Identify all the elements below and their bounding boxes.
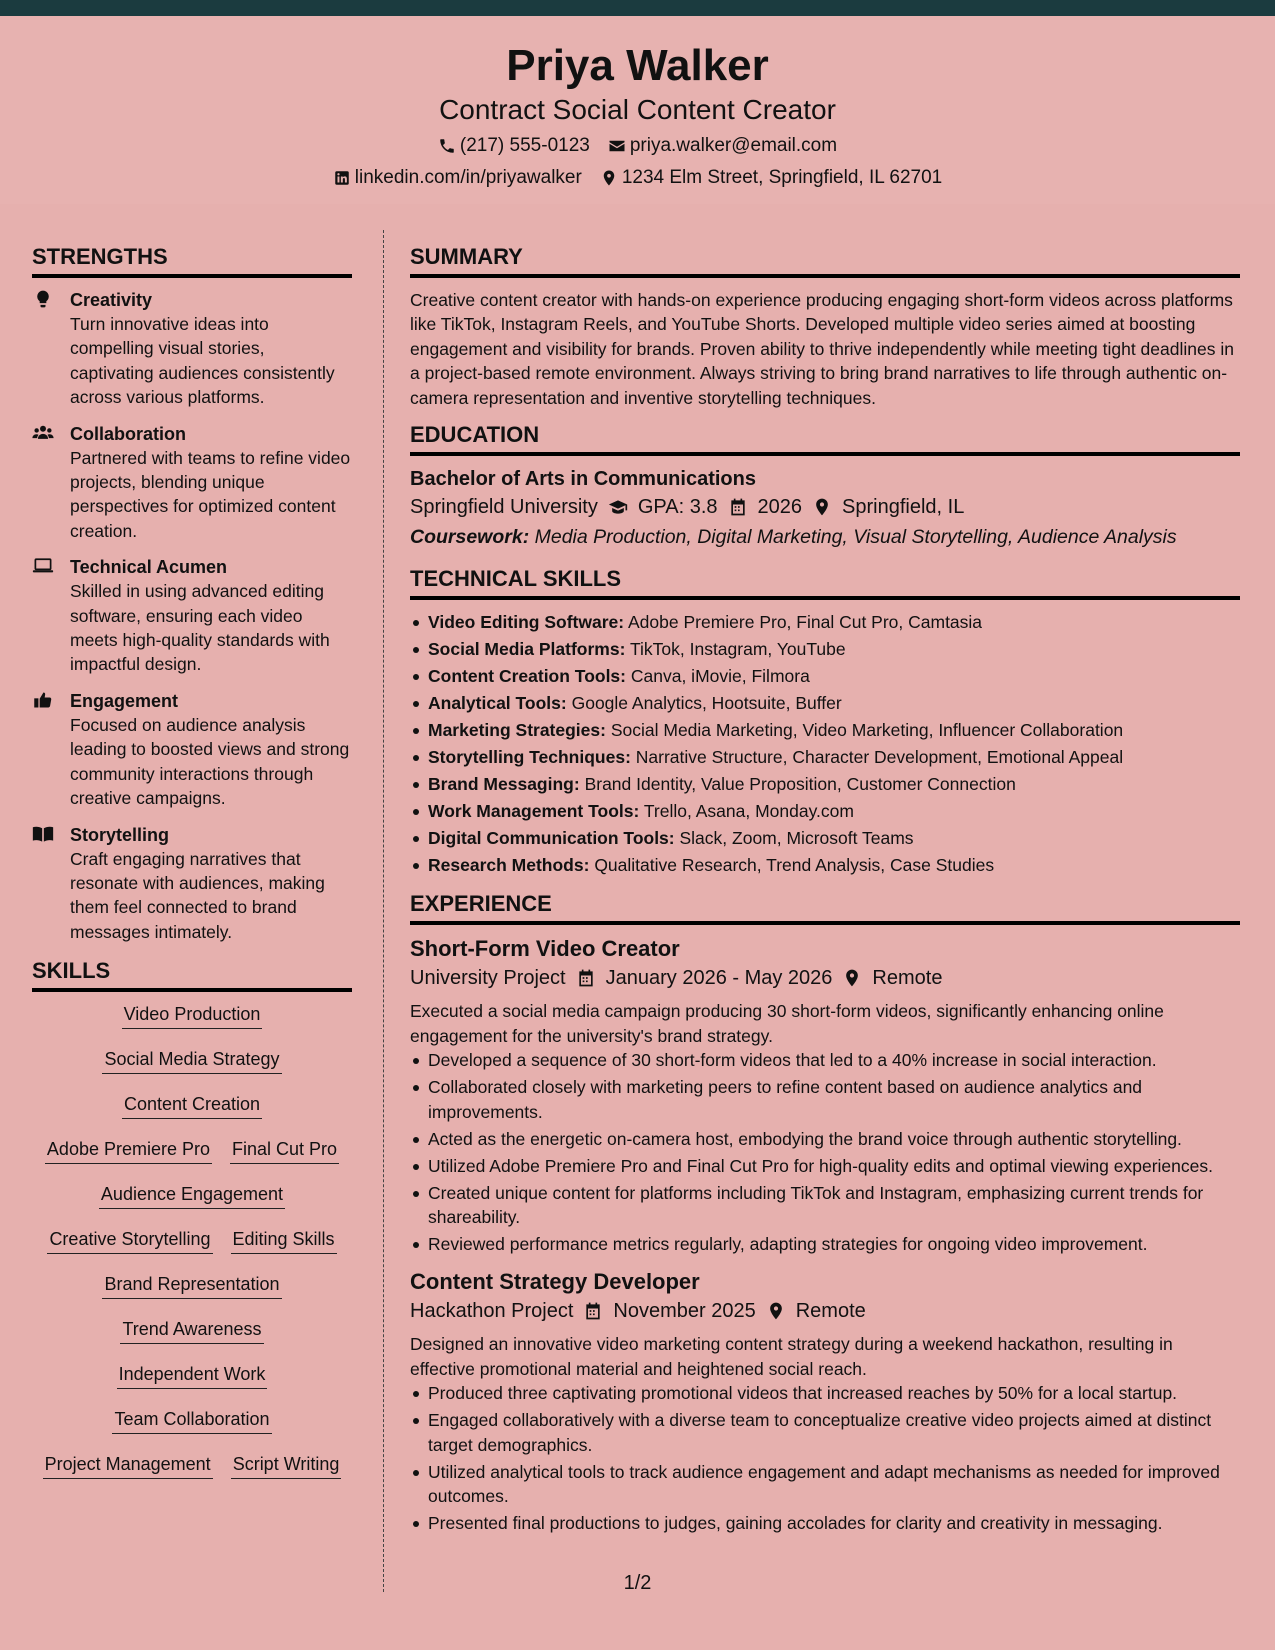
coursework-text: Media Production, Digital Marketing, Visual Storytelling, Audience Analysis [534, 526, 1177, 549]
skill-row [32, 1092, 352, 1137]
job-bullets [410, 1381, 1240, 1535]
technical-skill-item [410, 826, 1240, 850]
skill-tag: Content Creation [122, 1092, 262, 1119]
strengths-list [32, 288, 352, 944]
job-org: University Project [410, 967, 566, 990]
degree-title: Bachelor of Arts in Communications [410, 468, 756, 491]
envelope-icon [608, 137, 626, 155]
thumbs-up-icon [32, 689, 70, 811]
skill-row [32, 1362, 352, 1407]
linkedin-icon [333, 169, 351, 187]
graduation-cap-icon [608, 497, 628, 517]
skill-row [32, 1002, 352, 1047]
technical-skill-value: Narrative Structure, Character Development, Emotional Appeal [635, 747, 1124, 768]
technical-skill-item [410, 853, 1240, 877]
skill-tag: Team Collaboration [112, 1407, 271, 1434]
technical-skill-label: Brand Messaging: [428, 774, 580, 795]
skill-tag: Video Production [122, 1002, 263, 1029]
email-text[interactable]: priya.walker@email.com [629, 135, 838, 156]
job-bullet: Reviewed performance metrics regularly, adapting strategies for ongoing video improvement. [410, 1232, 1240, 1256]
calendar-icon [583, 1301, 603, 1321]
experience-entry [410, 935, 1240, 1256]
skill-tag: Social Media Strategy [102, 1047, 281, 1074]
technical-skill-item [410, 799, 1240, 823]
coursework [410, 522, 1240, 552]
job-title: Short-Form Video Creator [410, 936, 680, 962]
linkedin-item[interactable] [333, 168, 582, 187]
technical-skill-value: Google Analytics, Hootsuite, Buffer [571, 693, 842, 714]
email-item[interactable] [608, 136, 837, 155]
technical-skill-label: Marketing Strategies: [428, 720, 606, 741]
column-divider [383, 230, 384, 1592]
address-text: 1234 Elm Street, Springfield, IL 62701 [621, 167, 943, 188]
technical-skill-label: Research Methods: [428, 855, 590, 876]
skill-tag: Final Cut Pro [230, 1137, 339, 1164]
technical-skill-label: Video Editing Software: [428, 612, 625, 633]
skill-row [32, 1407, 352, 1452]
phone-icon [438, 137, 456, 155]
technical-skill-item [410, 745, 1240, 769]
technical-skill-label: Digital Communication Tools: [428, 828, 675, 849]
coursework-label: Coursework: [410, 526, 530, 549]
skill-tag: Independent Work [117, 1362, 268, 1389]
education-location: Springfield, IL [842, 496, 965, 519]
left-column [32, 246, 352, 1497]
strength-body [70, 689, 352, 811]
users-icon [32, 422, 70, 544]
technical-skill-value: Slack, Zoom, Microsoft Teams [679, 828, 914, 849]
education-heading: EDUCATION [410, 424, 1240, 456]
technical-skill-label: Work Management Tools: [428, 801, 640, 822]
technical-skill-item [410, 772, 1240, 796]
calendar-icon [728, 497, 748, 517]
map-pin-icon [600, 169, 618, 187]
skills-heading: SKILLS [32, 960, 352, 992]
contact-row-1 [0, 136, 1275, 155]
school-name: Springfield University [410, 496, 598, 519]
laptop-icon [32, 555, 70, 677]
strength-item [32, 288, 352, 410]
graduation-year: 2026 [757, 496, 803, 519]
skill-row [32, 1047, 352, 1092]
book-icon [32, 823, 70, 945]
map-pin-icon [766, 1301, 786, 1321]
skill-tag: Project Management [43, 1452, 213, 1479]
job-bullet: Collaborated closely with marketing peers to refine content based on audience analytics and improvements. [410, 1075, 1240, 1124]
skill-tag: Trend Awareness [120, 1317, 263, 1344]
right-column [410, 246, 1240, 1548]
contact-row-2 [0, 168, 1275, 187]
gpa-text: GPA: 3.8 [637, 496, 718, 519]
technical-skill-item [410, 610, 1240, 634]
strength-title: Engagement [70, 690, 179, 711]
job-bullet: Utilized Adobe Premiere Pro and Final Cut Pro for high-quality edits and optimal viewing experiences. [410, 1154, 1240, 1178]
strength-title: Storytelling [70, 824, 170, 845]
technical-skill-label: Social Media Platforms: [428, 639, 626, 660]
strength-item [32, 555, 352, 677]
technical-skill-label: Storytelling Techniques: [428, 747, 631, 768]
job-description: Designed an innovative video marketing content strategy during a weekend hackathon, resulting in effective promotional material and heightened social reach. [410, 1334, 1173, 1379]
skill-tag: Brand Representation [102, 1272, 281, 1299]
strength-desc: Partnered with teams to refine video projects, blending unique perspectives for optimized content creation. [70, 447, 351, 541]
phone-text: (217) 555-0123 [459, 135, 590, 156]
summary-heading: SUMMARY [410, 246, 1240, 278]
resume-header [0, 16, 1275, 204]
strength-title: Technical Acumen [70, 557, 228, 578]
job-dates: January 2026 - May 2026 [605, 967, 833, 990]
education-meta [410, 492, 1240, 522]
strength-body [70, 288, 352, 410]
top-accent-bar [0, 0, 1275, 16]
job-bullet: Utilized analytical tools to track audience engagement and adapt mechanisms as needed for improved outcomes. [410, 1460, 1240, 1509]
strength-body [70, 555, 352, 677]
technical-skill-item [410, 691, 1240, 715]
technical-skill-value: Qualitative Research, Trend Analysis, Case Studies [594, 855, 995, 876]
technical-skill-value: Trello, Asana, Monday.com [643, 801, 854, 822]
strength-desc: Craft engaging narratives that resonate with audiences, making them feel connected to brand messages intimately. [70, 848, 325, 942]
job-description: Executed a social media campaign producing 30 short-form videos, significantly enhancing online engagement for the university's brand strategy. [410, 1001, 1164, 1046]
skill-tag: Editing Skills [231, 1227, 337, 1254]
skill-row [32, 1452, 352, 1497]
page-number: 1/2 [623, 1572, 652, 1594]
experience-list [410, 935, 1240, 1535]
map-pin-icon [812, 497, 832, 517]
job-bullet: Developed a sequence of 30 short-form videos that led to a 40% increase in social interaction. [410, 1048, 1240, 1072]
job-bullet: Created unique content for platforms including TikTok and Instagram, emphasizing current trends for shareability. [410, 1181, 1240, 1230]
phone-item [438, 136, 590, 155]
strength-item [32, 689, 352, 811]
strength-title: Collaboration [70, 423, 186, 444]
job-bullets [410, 1048, 1240, 1256]
job-meta [410, 1296, 1240, 1326]
technical-skill-value: Social Media Marketing, Video Marketing, Influencer Collaboration [610, 720, 1124, 741]
strength-desc: Turn innovative ideas into compelling visual stories, captivating audiences consistently across various platforms. [70, 314, 335, 408]
job-title: Content Strategy Developer [410, 1269, 700, 1295]
skill-row [32, 1227, 352, 1272]
skill-tag: Audience Engagement [99, 1182, 285, 1209]
strength-item [32, 422, 352, 544]
job-bullet: Produced three captivating promotional videos that increased reaches by 50% for a local startup. [410, 1381, 1240, 1405]
technical-skill-value: Canva, iMovie, Filmora [630, 666, 810, 687]
job-bullet: Engaged collaboratively with a diverse team to conceptualize creative video projects aimed at distinct target demographics. [410, 1408, 1240, 1457]
candidate-name: Priya Walker [506, 41, 769, 90]
skill-tag: Creative Storytelling [47, 1227, 212, 1254]
technical-skill-value: TikTok, Instagram, YouTube [629, 639, 846, 660]
skills-grid [32, 1002, 352, 1497]
technical-skills-heading: TECHNICAL SKILLS [410, 568, 1240, 600]
experience-heading: EXPERIENCE [410, 893, 1240, 925]
strength-title: Creativity [70, 290, 153, 310]
skill-row [32, 1272, 352, 1317]
technical-skill-item [410, 637, 1240, 661]
job-meta [410, 963, 1240, 993]
job-location: Remote [795, 1300, 866, 1323]
linkedin-text[interactable]: linkedin.com/in/priyawalker [354, 167, 582, 188]
job-bullet: Presented final productions to judges, gaining accolades for clarity and creativity in messaging. [410, 1511, 1240, 1535]
skill-row [32, 1182, 352, 1227]
skill-tag: Adobe Premiere Pro [45, 1137, 212, 1164]
strength-desc: Focused on audience analysis leading to boosted views and strong community interactions through creative campaigns. [70, 714, 350, 809]
strength-desc: Skilled in using advanced editing software, ensuring each video meets high-quality standards with impactful design. [70, 581, 330, 675]
candidate-title: Contract Social Content Creator [439, 94, 836, 125]
skill-row [32, 1137, 352, 1182]
technical-skill-label: Content Creation Tools: [428, 666, 626, 687]
technical-skills-list [410, 610, 1240, 877]
technical-skill-value: Brand Identity, Value Proposition, Customer Connection [584, 774, 1016, 795]
map-pin-icon [842, 968, 862, 988]
job-location: Remote [872, 967, 943, 990]
job-org: Hackathon Project [410, 1300, 574, 1323]
technical-skill-item [410, 664, 1240, 688]
strength-body [70, 823, 352, 945]
technical-skill-item [410, 718, 1240, 742]
calendar-icon [576, 968, 596, 988]
skill-tag: Script Writing [231, 1452, 342, 1479]
strengths-heading: STRENGTHS [32, 246, 352, 278]
technical-skill-label: Analytical Tools: [428, 693, 567, 714]
job-bullet: Acted as the energetic on-camera host, embodying the brand voice through authentic storytelling. [410, 1127, 1240, 1151]
lightbulb-icon [32, 288, 70, 410]
strength-body [70, 422, 352, 544]
technical-skill-value: Adobe Premiere Pro, Final Cut Pro, Camtasia [628, 612, 983, 633]
job-dates: November 2025 [613, 1300, 756, 1323]
skill-row [32, 1317, 352, 1362]
address-item [600, 168, 942, 187]
summary-text: Creative content creator with hands-on experience producing engaging short-form videos across platforms like TikTok, Instagram Reels, and YouTube Shorts. Developed multiple video series aimed at boosting engagement and visibility for brands. Proven ability to thrive independently while meeting tight deadlines in a project-based remote environment. Always striving to bring brand narratives to life through authentic on-camera representation and inventive storytelling techniques. [410, 290, 1234, 408]
strength-item [32, 823, 352, 945]
experience-entry [410, 1268, 1240, 1535]
